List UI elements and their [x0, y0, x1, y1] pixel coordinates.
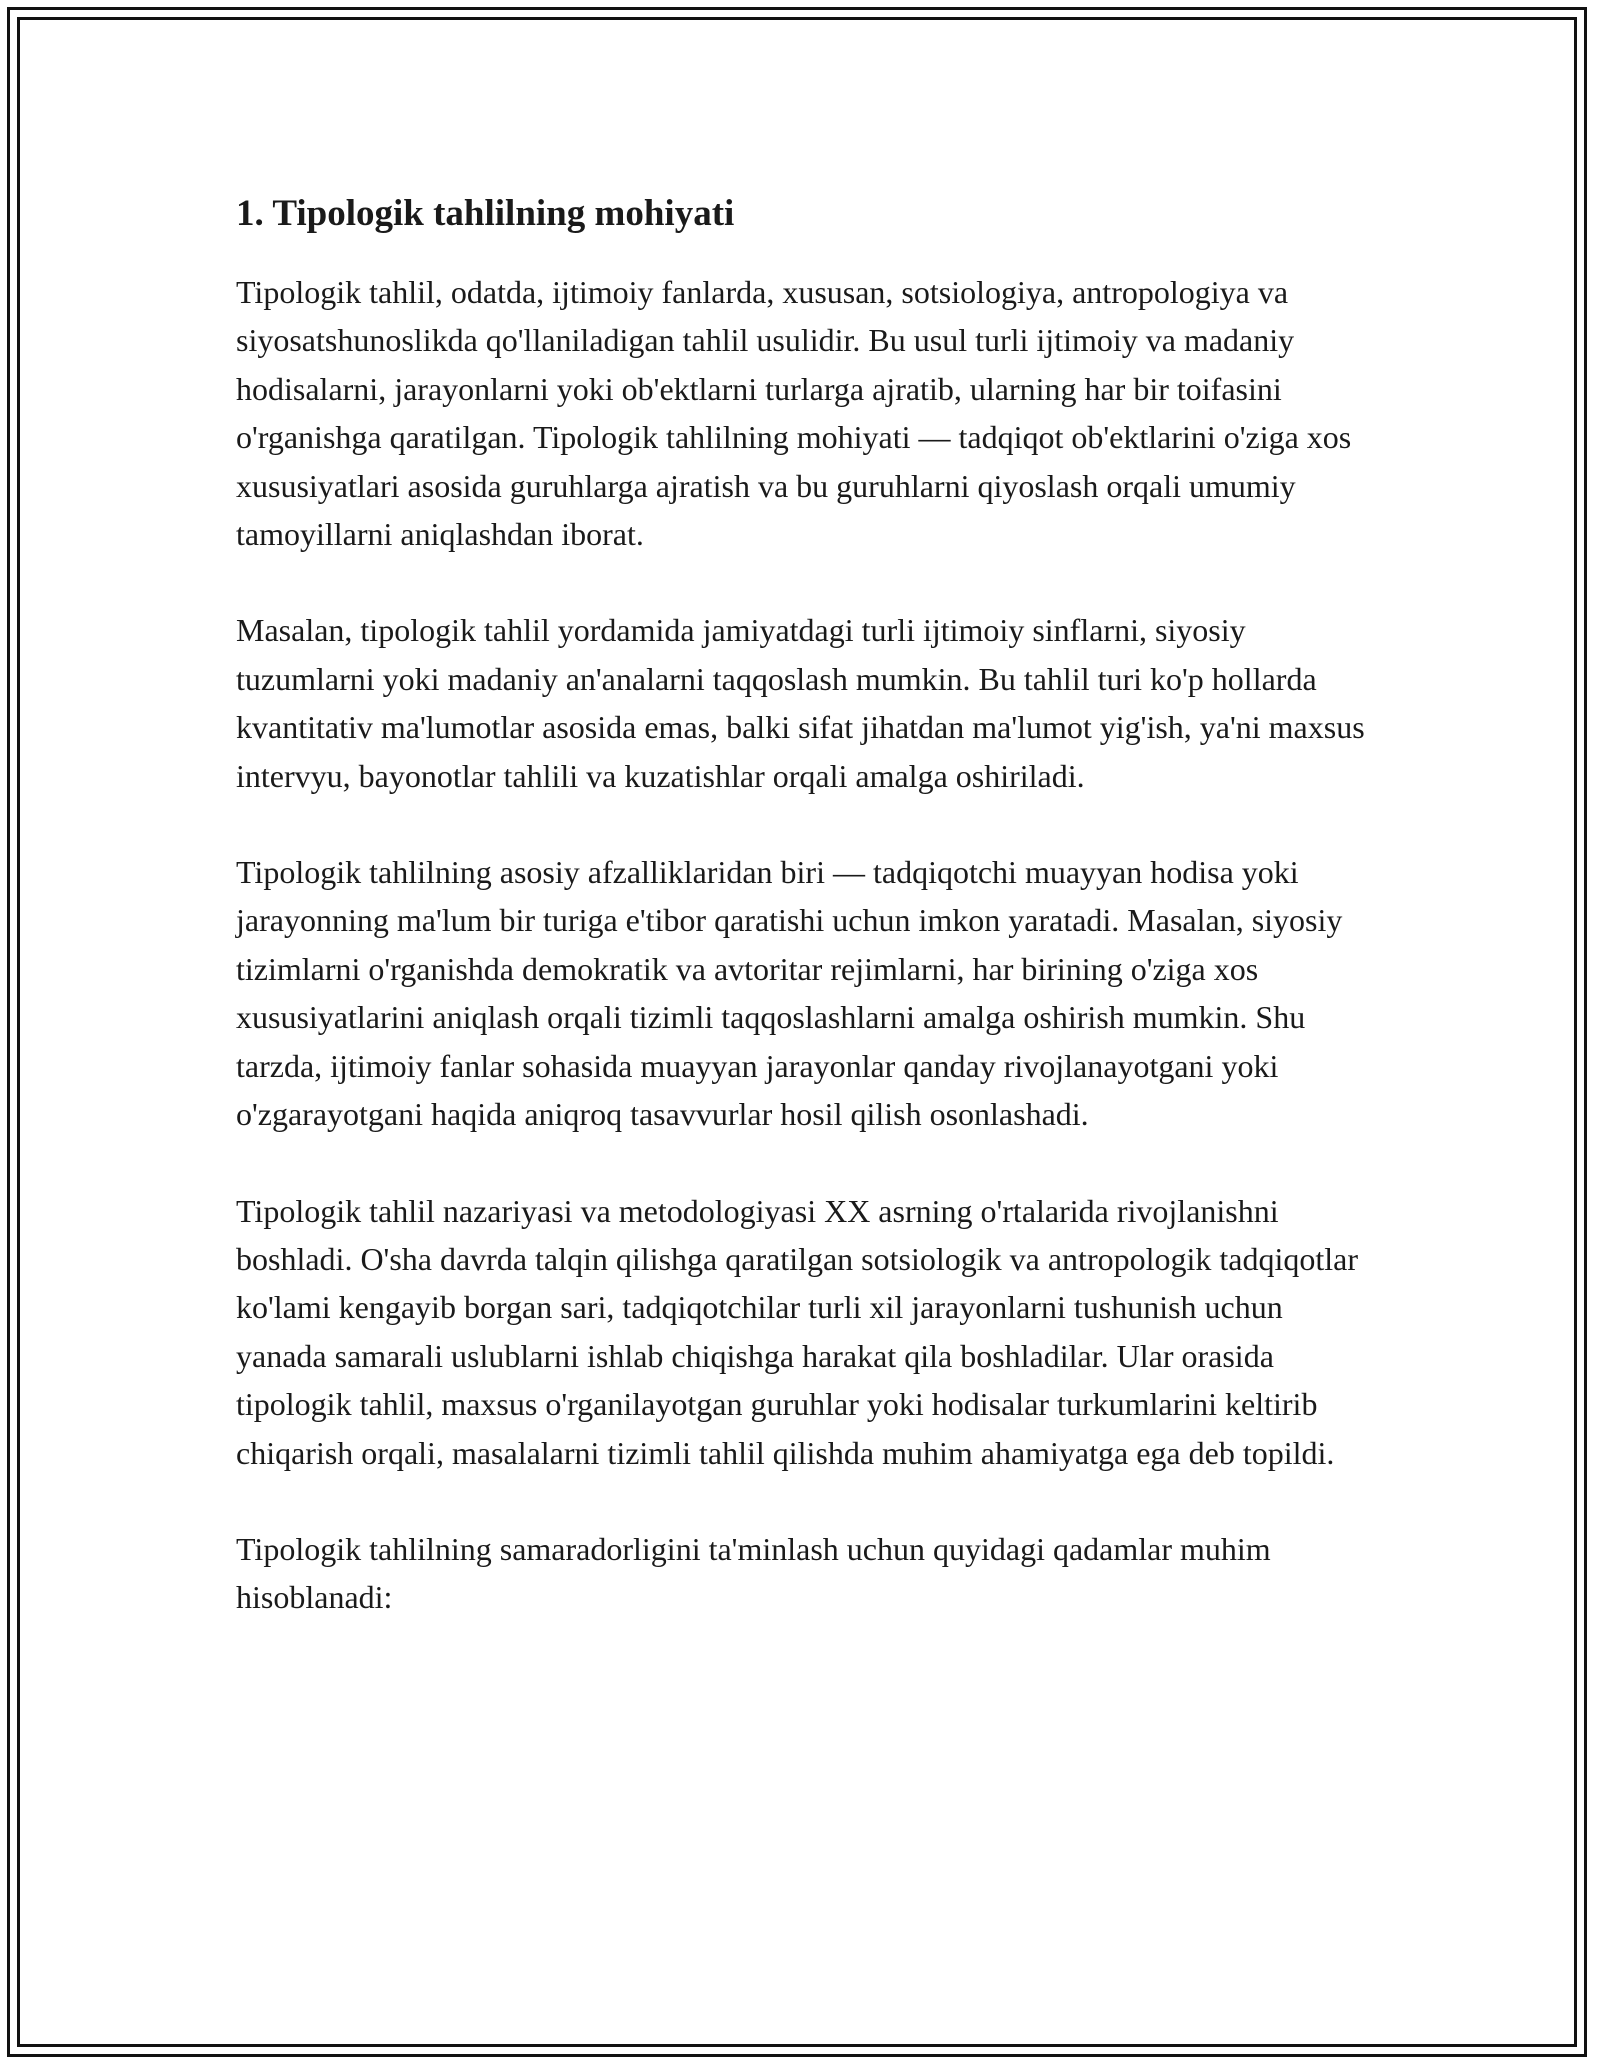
paragraph-1: Tipologik tahlil, odatda, ijtimoiy fanlarda, xususan, sotsiologiya, antropologiya va siyosatshunoslikda qo'llaniladigan tahlil usulidir. Bu usul turli ijtimoiy va madaniy hodisalarni, jarayonlarni yoki ob'ektlarni turlarga ajratib, ularning har bir toifasini o'rganishga qaratilgan. Tipologik tahlilning mohiyati — tadqiqot ob'ektlarini o'ziga xos xususiyatlari asosida guruhlarga ajratish va bu guruhlarni qiyoslash orqali umumiy tamoyillarni aniqlashdan iborat.: [236, 274, 1352, 553]
paragraph-4: Tipologik tahlil nazariyasi va metodologiyasi XX asrning o'rtalarida rivojlanishni boshladi. O'sha davrda talqin qilishga qaratilgan sotsiologik va antropologik tadqiqotlar ko'lami kengayib borgan sari, tadqiqotchilar turli xil jarayonlarni tushunish uchun yanada samarali uslublarni ishlab chiqishga harakat qila boshladilar. Ular orasida tipologik tahlil, maxsus o'rganilayotgan guruhlar yoki hodisalar turkumlarini keltirib chiqarish orqali, masalalarni tizimli tahlil qilishda muhim ahamiyatga ega deb topildi.: [236, 1192, 1358, 1471]
paragraph-5: Tipologik tahlilning samaradorligini ta'minlash uchun quyidagi qadamlar muhim hisoblanadi:: [236, 1530, 1271, 1616]
document-body: [236, 184, 1376, 1670]
paragraph-2: Masalan, tipologik tahlil yordamida jamiyatdagi turli ijtimoiy sinflarni, siyosiy tuzumlarni yoki madaniy an'analarni taqqoslash mumkin. Bu tahlil turi ko'p hollarda kvantitativ ma'lumotlar asosida emas, balki sifat jihatdan ma'lumot yig'ish, ya'ni maxsus intervyu, bayonotlar tahlili va kuzatishlar orqali amalga oshiriladi.: [236, 612, 1365, 794]
section-heading: 1. Tipologik tahlilning mohiyati: [236, 193, 735, 234]
paragraph-3: Tipologik tahlilning asosiy afzalliklaridan biri — tadqiqotchi muayyan hodisa yoki jarayonning ma'lum bir turiga e'tibor qaratishi uchun imkon yaratadi. Masalan, siyosiy tizimlarni o'rganishda demokratik va avtoritar rejimlarni, har birining o'ziga xos xususiyatlarini aniqlash orqali tizimli taqqoslashlarni amalga oshirish mumkin. Shu tarzda, ijtimoiy fanlar sohasida muayyan jarayonlar qanday rivojlanayotgani yoki o'zgarayotgani haqida aniqroq tasavvurlar hosil qilish osonlashadi.: [236, 854, 1343, 1133]
